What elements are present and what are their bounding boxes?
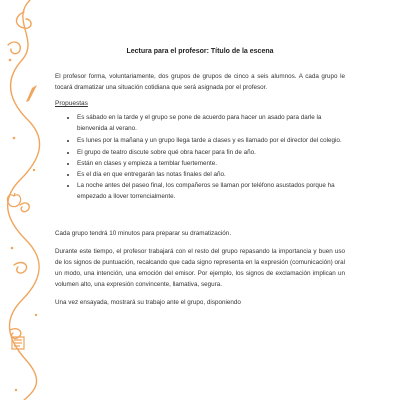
list-item: • Están en clases y empieza a temblar fuertemente. <box>77 158 345 169</box>
document-page <box>55 48 345 315</box>
document-title: Lectura para el profesor: Título de la escena <box>126 48 274 55</box>
pen-icon <box>26 85 37 102</box>
intro-paragraph: El profesor forma, voluntariamente, dos grupos de grupos de cinco a seis alumnos. A cada grupo le tocará dramatizar una situación cotidiana que será asignada por el profesor. <box>55 73 345 91</box>
body-paragraph: Durante este tiempo, el profesor trabajará con el resto del grupo repasando la importancia y buen uso de los signos de puntuación, recalcando que cada signo representa en la expresión (comunicación) oral un modo, una intención, una emoción del emisor. Por ejemplo, los signos de exclamación implican un volumen alto, una expresión convincente, llamativa, segura. <box>55 248 345 288</box>
proposals-list <box>55 112 345 202</box>
list-item: • Es sábado en la tarde y el grupo se pone de acuerdo para hacer un asado para darle la bienvenida al verano. <box>77 112 345 134</box>
list-item: • El grupo de teatro discute sobre qué obra hacer para fin de año. <box>77 147 345 158</box>
decorative-border <box>0 0 46 400</box>
list-item: • Es el día en que entregarán las notas finales del año. <box>77 169 345 180</box>
body-paragraph-continued: Una vez ensayada, mostrará su trabajo ante el grupo, disponiendo <box>55 299 241 306</box>
list-item: • Es lunes por la mañana y un grupo llega tarde a clases y es llamado por el director del colegio. <box>77 135 345 146</box>
list-item: • La noche antes del paseo final, los compañeros se llaman por teléfono asustados porque ha empezado a llover torrencialmente. <box>77 180 345 202</box>
time-note-paragraph: Cada grupo tendrá 10 minutos para preparar su dramatización. <box>55 230 232 237</box>
apple-icon <box>7 193 20 207</box>
proposals-heading: Propuestas <box>55 100 88 107</box>
